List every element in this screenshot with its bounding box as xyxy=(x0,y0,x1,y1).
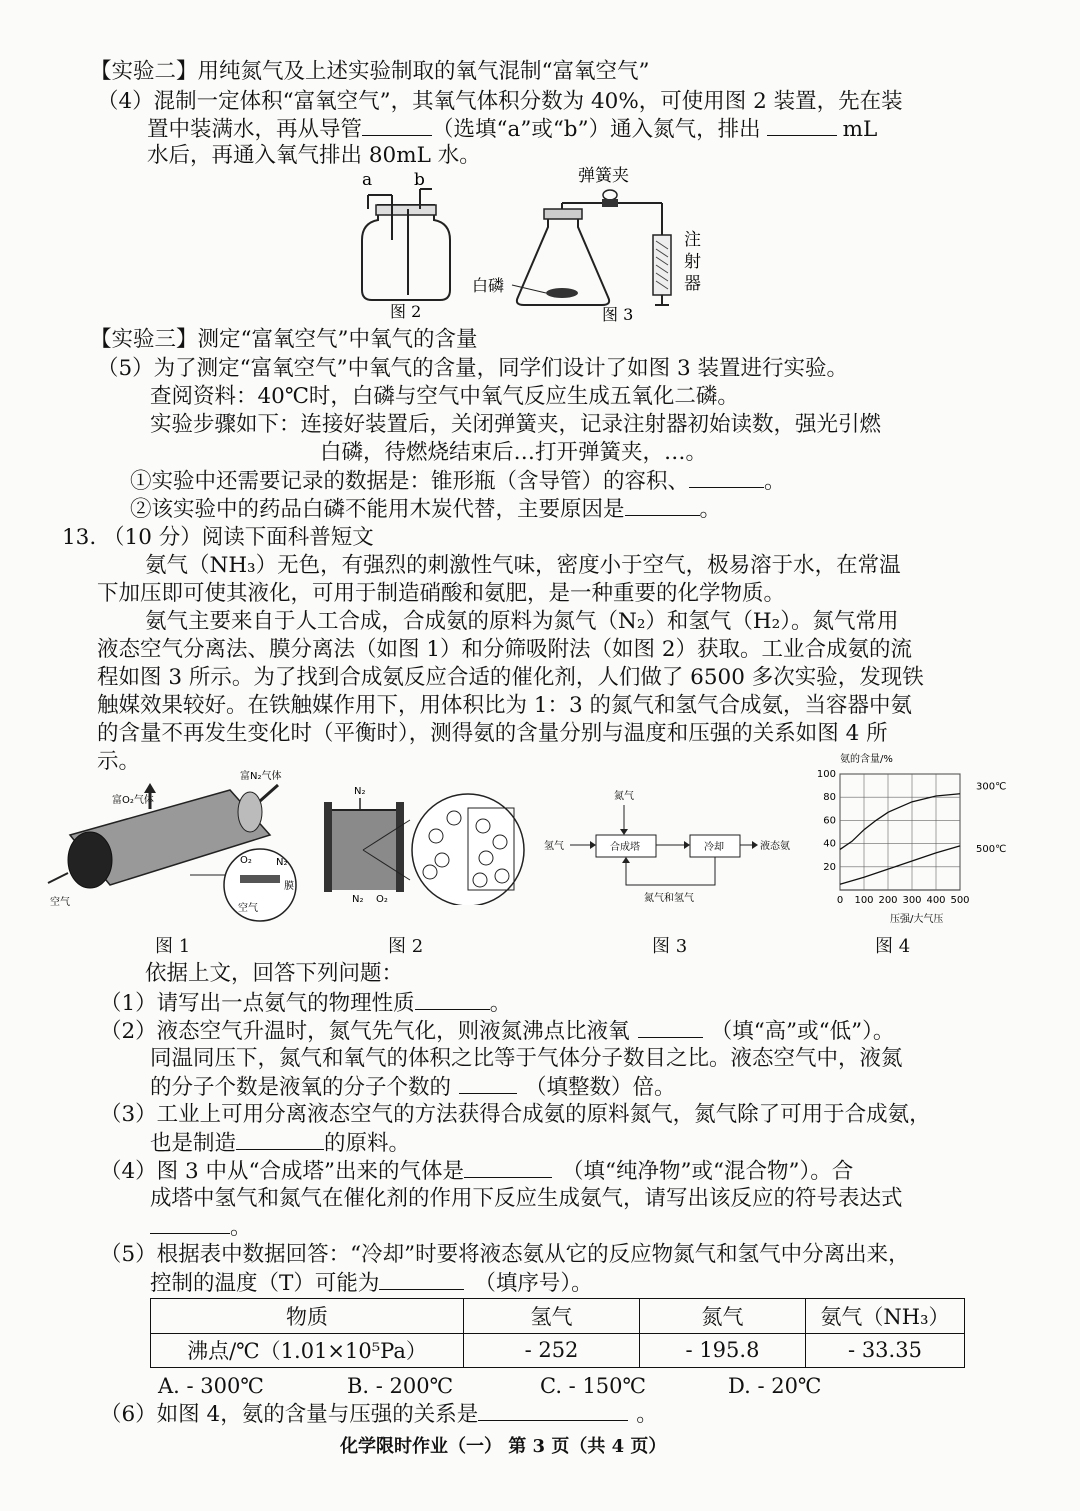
answer-blank[interactable] xyxy=(415,989,490,1010)
recycle-label: 氮气和氢气 xyxy=(644,893,694,904)
text: （填“纯净物”或“混合物”）。合 xyxy=(562,1159,854,1184)
figure-2-caption-b: 图 2 xyxy=(388,936,424,957)
chart-ylabel: 氨的含量/% xyxy=(840,754,893,765)
period: 。 xyxy=(699,497,722,522)
question-2-line1 xyxy=(100,1017,894,1046)
answer-blank[interactable] xyxy=(625,495,700,516)
table-header: 氢气 xyxy=(464,1299,640,1334)
question-4-line2: 成塔中氢气和氮气在催化剂的作用下反应生成氨气，请写出该反应的符号表达式 xyxy=(150,1186,903,1211)
question-2-line2: 同温同压下，氮气和氧气的体积之比等于气体分子数目之比。液态空气中，液氮 xyxy=(150,1046,903,1071)
o2-bottom-label: O₂ xyxy=(376,894,388,905)
text: （2）液态空气升温时，氮气先气化，则液氮沸点比液氧 xyxy=(100,1019,630,1044)
q13-para2-line2: 液态空气分离法、膜分离法（如图 1）和分筛吸附法（如图 2）获取。工业合成氨的流 xyxy=(97,637,913,662)
syringe-label: 注射器 xyxy=(684,230,701,294)
question-5-line2 xyxy=(150,1269,593,1298)
q13-para2-line1: 氨气主要来自于人工合成，合成氨的原料为氮气（N₂）和氢气（H₂）。氮气常用 xyxy=(145,609,899,634)
chart-y-tick: 100 xyxy=(816,769,836,780)
synthesis-tower-label: 合成塔 xyxy=(610,842,640,853)
questions-intro: 依据上文，回答下列问题： xyxy=(145,961,404,986)
option-b[interactable]: B. - 200℃ xyxy=(347,1374,454,1398)
chart-y-tick: 20 xyxy=(823,861,836,873)
text: （选填“a”或“b”）通入氮气，排出 xyxy=(432,117,761,142)
table-cell: - 252 xyxy=(464,1333,640,1368)
answer-blank[interactable] xyxy=(767,115,837,136)
exp3-title: 【实验三】测定“富氧空气”中氧气的含量 xyxy=(90,327,478,352)
bottle-b-label: b xyxy=(414,170,425,190)
q13-para2-line6: 示。 xyxy=(97,749,141,774)
chart-series-line xyxy=(840,794,960,850)
answer-blank[interactable] xyxy=(478,1400,628,1421)
n2-bottom-label: N₂ xyxy=(352,894,364,905)
cooling-label: 冷却 xyxy=(704,842,724,853)
figure-1-membrane xyxy=(40,765,310,925)
flow-hydrogen-label: 氢气 xyxy=(544,841,564,852)
table-row-label: 沸点/℃（1.01×10⁵Pa） xyxy=(151,1333,464,1368)
n2-label: N₂ xyxy=(276,857,288,868)
air-label: 空气 xyxy=(50,897,70,908)
q13-heading: 13. （10 分）阅读下面科普短文 xyxy=(62,525,374,550)
exp3-q5-line3: 实验步骤如下：连接好装置后，关闭弹簧夹，记录注射器初始读数，强光引燃 xyxy=(150,412,882,437)
figure-2-sieve xyxy=(318,780,528,905)
answer-blank[interactable] xyxy=(464,1157,552,1178)
option-a[interactable]: A. - 300℃ xyxy=(158,1374,264,1398)
exp2-q4-line2 xyxy=(147,115,877,144)
text: 的分子个数是液氧的分子个数的 xyxy=(150,1075,452,1100)
text: （填序号）。 xyxy=(474,1271,593,1296)
table-header: 物质 xyxy=(151,1299,464,1334)
text: （1）请写出一点氨气的物理性质 xyxy=(100,991,415,1016)
table-row xyxy=(151,1333,965,1368)
figure-3-flow xyxy=(540,785,810,910)
text: 也是制造 xyxy=(150,1131,237,1156)
question-4-line1 xyxy=(100,1157,853,1186)
answer-blank[interactable] xyxy=(638,1017,703,1038)
period: 。 xyxy=(636,1402,658,1427)
table-cell: - 195.8 xyxy=(640,1333,806,1368)
text: 的原料。 xyxy=(324,1131,411,1156)
o2-label: O₂ xyxy=(240,855,252,866)
table-header: 氨气（NH₃） xyxy=(806,1299,965,1334)
chart-series-line xyxy=(840,846,960,884)
answer-blank[interactable] xyxy=(459,1073,517,1094)
figure-3-caption: 图 3 xyxy=(602,305,634,324)
white-phosphorus-label: 白磷 xyxy=(472,276,505,295)
answer-blank[interactable] xyxy=(150,1213,230,1234)
chart-x-tick: 0 xyxy=(836,895,844,906)
text: （填整数）倍。 xyxy=(525,1075,676,1100)
exp2-q4-line3: 水后，再通入氧气排出 80mL 水。 xyxy=(147,143,481,168)
q13-para1-line2: 下加压即可使其液化，可用于制造硝酸和氨肥，是一种重要的化学物质。 xyxy=(97,581,786,606)
text: mL xyxy=(842,117,878,142)
text: 置中装满水，再从导管 xyxy=(147,117,363,142)
exp3-q5-line2: 查阅资料：40℃时，白磷与空气中氧气反应生成五氧化二磷。 xyxy=(150,384,739,409)
rich-o2-label: 富O₂气体 xyxy=(112,795,154,806)
q13-para1-line1: 氨气（NH₃）无色，有强烈的刺激性气味，密度小于空气，极易溶于水，在常温 xyxy=(145,553,901,578)
question-5-line1: （5）根据表中数据回答：“冷却”时要将液态氨从它的反应物氮气和氢气中分离出来， xyxy=(100,1242,910,1267)
table-header-row xyxy=(151,1299,965,1334)
question-3-line2 xyxy=(150,1129,410,1158)
chart-x-tick: 100 xyxy=(854,895,874,906)
period: 。 xyxy=(230,1215,252,1240)
answer-blank[interactable] xyxy=(362,115,432,136)
text: （填“高”或“低”）。 xyxy=(710,1019,895,1044)
exp3-q5-line4: 白磷，待燃烧结束后…打开弹簧夹，…。 xyxy=(320,440,708,465)
period: 。 xyxy=(764,469,786,494)
chart-y-tick: 60 xyxy=(823,815,836,827)
flow-nitrogen-label: 氮气 xyxy=(614,791,634,802)
q13-para2-line5: 的含量不再发生变化时（平衡时），测得氨的含量分别与温度和压强的关系如图 4 所 xyxy=(97,721,888,746)
q13-para2-line4: 触媒效果较好。在铁触媒作用下，用体积比为 1：3 的氮气和氢气合成氨，当容器中氨 xyxy=(97,693,913,718)
text: ①实验中还需要记录的数据是：锥形瓶（含导管）的容积、 xyxy=(130,469,690,494)
chart-y-tick: 40 xyxy=(823,838,836,850)
option-d[interactable]: D. - 20℃ xyxy=(728,1374,822,1398)
option-c[interactable]: C. - 150℃ xyxy=(540,1374,647,1398)
chart-series-label: 300℃ xyxy=(976,781,1007,793)
page-footer: 化学限时作业（一） 第 3 页（共 4 页） xyxy=(340,1436,667,1457)
question-2-line3 xyxy=(150,1073,676,1102)
figure-4-caption: 图 4 xyxy=(875,936,911,957)
rich-n2-label: 富N₂气体 xyxy=(240,771,282,782)
answer-blank[interactable] xyxy=(379,1269,464,1290)
figure-2-caption: 图 2 xyxy=(390,302,422,321)
chart-x-tick: 200 xyxy=(878,895,898,906)
spring-clip-label: 弹簧夹 xyxy=(578,166,629,186)
table-cell: - 33.35 xyxy=(806,1333,965,1368)
chart-y-tick: 80 xyxy=(823,792,836,804)
exp2-q4-line1: （4）混制一定体积“富氧空气”，其氧气体积分数为 40%，可使用图 2 装置，先在装 xyxy=(97,89,903,114)
text: （4）图 3 中从“合成塔”出来的气体是 xyxy=(100,1159,465,1184)
chart-xlabel: 压强/大气压 xyxy=(890,914,944,925)
figure-3-caption-b: 图 3 xyxy=(652,936,688,957)
answer-blank[interactable] xyxy=(236,1129,324,1150)
text: （6）如图 4，氨的含量与压强的关系是 xyxy=(100,1402,479,1427)
answer-blank[interactable] xyxy=(689,467,764,488)
chart-x-tick: 300 xyxy=(902,895,922,906)
table-header: 氮气 xyxy=(640,1299,806,1334)
text: 控制的温度（T）可能为 xyxy=(150,1271,380,1296)
chart-series-label: 500℃ xyxy=(976,843,1007,855)
exp3-q5-sub2 xyxy=(130,495,721,524)
text: ②该实验中的药品白磷不能用木炭代替，主要原因是 xyxy=(130,497,625,522)
liquid-ammonia-label: 液态氨 xyxy=(760,841,790,852)
exp2-title: 【实验二】用纯氮气及上述实验制取的氧气混制“富氧空气” xyxy=(90,59,650,84)
membrane-label: 膜 xyxy=(284,881,294,892)
figure-2-3-apparatus xyxy=(340,165,720,325)
question-6 xyxy=(100,1400,658,1429)
chart-x-tick: 500 xyxy=(950,895,970,906)
exp3-q5-sub1 xyxy=(130,467,786,496)
boiling-point-table xyxy=(150,1298,965,1368)
exp3-q5-line1: （5）为了测定“富氧空气”中氧气的含量，同学们设计了如图 3 装置进行实验。 xyxy=(97,356,849,381)
question-3-line1: （3）工业上可用分离液态空气的方法获得合成氨的原料氮气，氮气除了可用于合成氨， xyxy=(100,1102,931,1127)
q13-para2-line3: 程如图 3 所示。为了找到合成氨反应合适的催化剂，人们做了 6500 多次实验，发现铁 xyxy=(97,665,924,690)
question-4-line3 xyxy=(150,1213,252,1242)
n2-top-label: N₂ xyxy=(354,786,366,797)
chart-x-tick: 400 xyxy=(926,895,946,906)
air-label-inner: 空气 xyxy=(238,903,258,914)
chart-plot-area xyxy=(840,774,960,890)
bottle-a-label: a xyxy=(362,170,373,190)
figure-1-caption: 图 1 xyxy=(155,936,191,957)
period: 。 xyxy=(489,991,512,1016)
question-1 xyxy=(100,989,511,1018)
figure-4-chart xyxy=(810,750,1040,930)
